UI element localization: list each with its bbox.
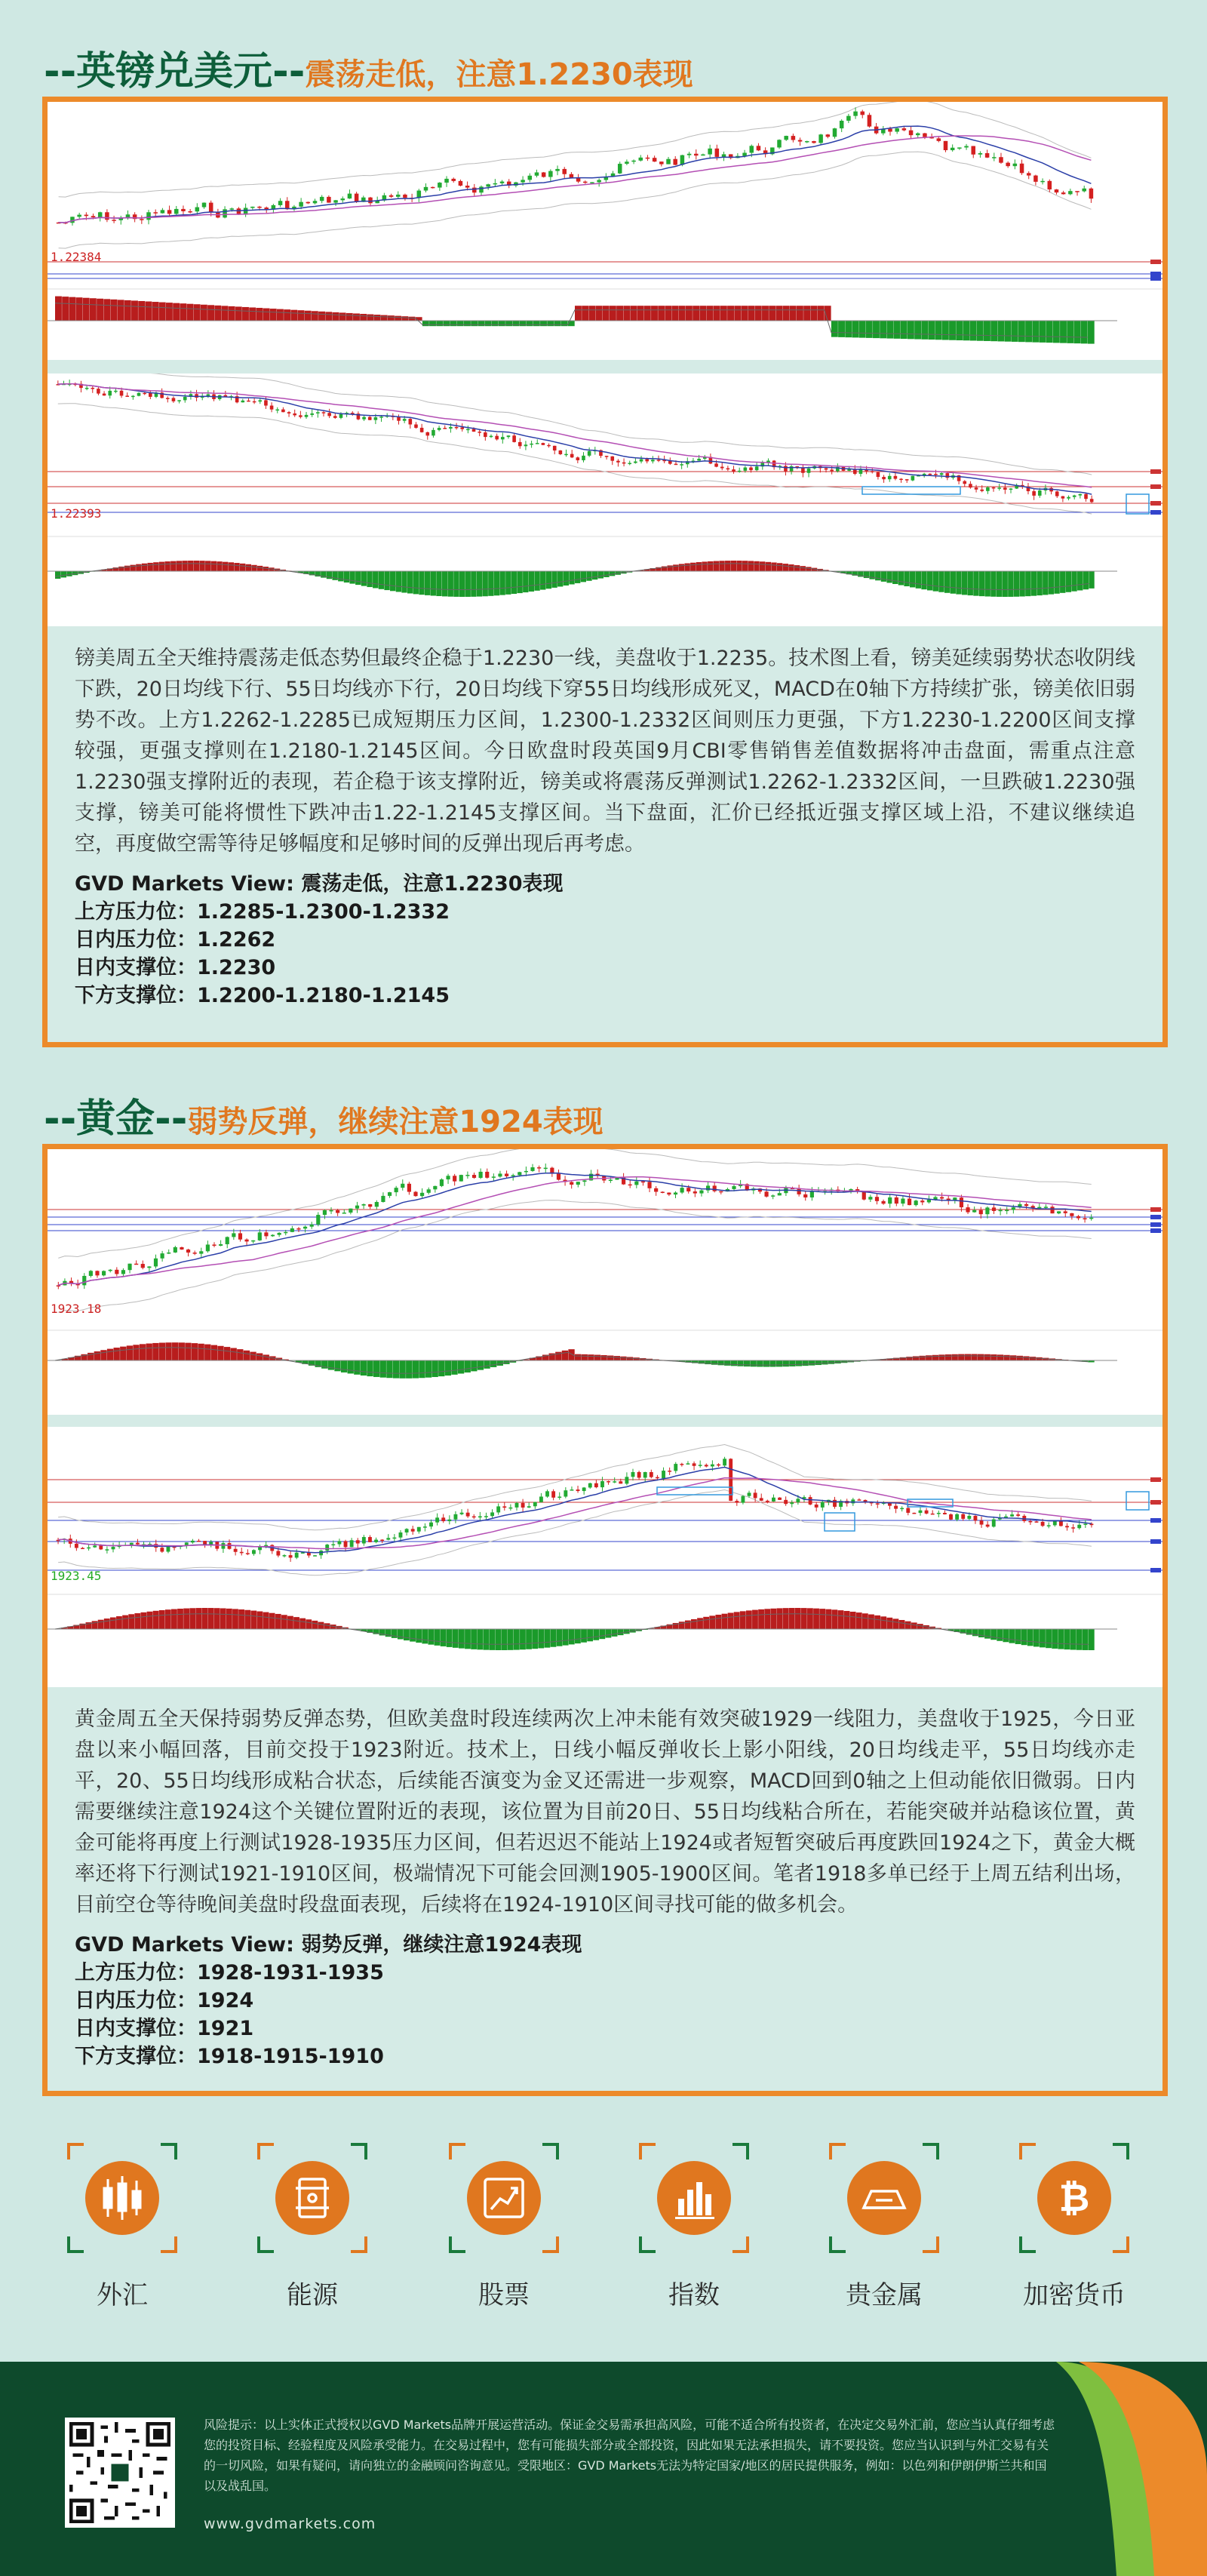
gbp-chart-gap [48,360,1162,373]
gbp-chart-hourly-svg [48,102,1162,360]
bar-index-icon [637,2141,751,2255]
bitcoin-icon [1018,2141,1131,2255]
gbp-chart1-price-label: 1.22384 [51,250,102,264]
svg-text:₿: ₿ [1058,2176,1090,2220]
gold-chart-15min-svg [48,1427,1162,1687]
gold-analysis [48,1687,1162,2091]
gold-chart-hourly-svg [48,1149,1162,1415]
gold-view-block [75,1931,1135,2070]
stock-chart-icon [447,2141,561,2255]
category-energy[interactable] [252,2141,373,2311]
oil-barrel-icon [256,2141,369,2255]
gold-card [42,1144,1168,2096]
category-stocks-label: 股票 [478,2280,530,2310]
category-forex-label: 外汇 [97,2280,148,2310]
gold-title-main: --黄金-- [44,1096,188,1142]
risk-disclaimer: 风险提示：以上实体正式授权以GVD Markets品牌开展运营活动。保证金交易需承担高风险，可能不适合所有投资者，在决定交易外汇前，您应当认真仔细考虑您的投资目标、经验程度及风险承受能力。在交易过程中，您有可能损失部分或全部投资，因此如果无法承担损失，请不要投资。您应当认识到与外汇交易有关的一切风险，如果有疑问，请向独立的金融顾问咨询意见。受限地区：GVD Markets无法为特定国家/地区的居民提供服务，例如：以色列和伊朗伊斯兰共和国以及战乱国。 [204,2418,1055,2493]
gold-level-lower-support: 下方支撑位：1918-1915-1910 [75,2045,384,2068]
gbp-level-intraday-support: 日内支撑位：1.2230 [75,956,276,979]
category-precious-metals[interactable] [824,2141,944,2311]
category-forex[interactable] [62,2141,183,2311]
gbp-chart2-price-label: 1.22393 [51,506,102,521]
gbp-analysis [48,626,1162,1042]
category-crypto[interactable] [1014,2141,1135,2311]
gold-chart-hourly [48,1149,1162,1415]
category-crypto-label: 加密货币 [1023,2280,1126,2310]
gbp-level-upper-resistance: 上方压力位：1.2285-1.2300-1.2332 [75,900,450,924]
gbp-chart-hourly [48,102,1162,360]
category-precious-metals-label: 贵金属 [846,2280,923,2310]
qr-code[interactable] [65,2418,175,2528]
gold-bar-icon [828,2141,941,2255]
gold-analysis-text: 黄金周五全天保持弱势反弹态势，但欧美盘时段连续两次上冲未能有效突破1929一线阻力，美盘收于1925，今日亚盘以来小幅回落，目前交投于1923附近。技术上，日线小幅反弹收长上影小阳线，20日均线走平，55日均线亦走平，20、55日均线形成粘合状态，后续能否演变为金叉还需进一步观察，MACD回到0轴之上但动能依旧微弱。日内需要继续注意1924这个关键位置附近的表现，该位置为目前20日、55日均线粘合所在，若能突破并站稳该位置，黄金可能将再度上行测试1928-1935压力区间，但若迟迟不能站上1924或者短暂突破后再度跌回1924之下，黄金大概率还将下行测试1921-1910区间，极端情况下可能会回测1905-1900区间。笔者1918多单已经于上周五结利出场，目前空仓等待晚间美盘时段盘面表现，后续将在1924-1910区间寻找可能的做多机会。 [75,1708,1135,1917]
gbp-view-block [75,870,1135,1010]
gold-chart2-price-label: 1923.45 [51,1569,102,1583]
website-link[interactable]: www.gvdmarkets.com [204,2516,376,2532]
gold-level-intraday-support: 日内支撑位：1921 [75,2017,254,2040]
gold-title-sub: 弱势反弹，继续注意1924表现 [187,1105,604,1139]
footer [0,2362,1207,2576]
gold-level-upper-resistance: 上方压力位：1928-1931-1935 [75,1961,384,1984]
category-row [0,2141,1207,2338]
gbp-chart-15min-svg [48,373,1162,626]
gbp-level-intraday-resistance: 日内压力位：1.2262 [75,928,276,951]
gbp-analysis-text: 镑美周五全天维持震荡走低态势但最终企稳于1.2230一线，美盘收于1.2235。技术图上看，镑美延续弱势状态收阴线下跌，20日均线下行、55日均线亦下行，20日均线下穿55日均线形成死叉，MACD在0轴下方持续扩张，镑美依旧弱势不改。上方1.2262-1.2285已成短期压力区间，1.2300-1.2332区间则压力更强，下方1.2230-1.2200区间支撑较强，更强支撑则在1.2180-1.2145区间。今日欧盘时段英国9月CBI零售销售差值数据将冲击盘面，需重点注意1.2230强支撑附近的表现，若企稳于该支撑附近，镑美或将震荡反弹测试1.2262-1.2332区间，一旦跌破1.2230强支撑，镑美可能将惯性下跌冲击1.22-1.2145支撑区间。当下盘面，汇价已经抵近强支撑区域上沿，不建议继续追空，再度做空需等待足够幅度和足够时间的反弹出现后再考虑。 [75,647,1135,856]
gbp-view-title: GVD Markets View: 震荡走低，注意1.2230表现 [75,872,564,896]
gold-chart-gap [48,1415,1162,1427]
gbp-section-title [44,39,693,96]
candlestick-icon [66,2141,179,2255]
category-stocks[interactable] [444,2141,564,2311]
gold-view-title: GVD Markets View: 弱势反弹，继续注意1924表现 [75,1933,582,1957]
gbp-title-main: --英镑兑美元-- [44,49,306,94]
gbp-title-sub: 震荡走低，注意1.2230表现 [305,57,693,92]
gold-level-intraday-resistance: 日内压力位：1924 [75,1989,254,2012]
gold-chart1-price-label: 1923.18 [51,1302,102,1316]
gold-section-title [44,1087,604,1143]
gbp-card [42,97,1168,1047]
gold-chart-15min [48,1427,1162,1687]
category-energy-label: 能源 [287,2280,338,2310]
gbp-level-lower-support: 下方支撑位：1.2200-1.2180-1.2145 [75,984,450,1007]
category-indices[interactable] [634,2141,754,2311]
gbp-chart-15min [48,373,1162,626]
category-indices-label: 指数 [668,2280,720,2310]
